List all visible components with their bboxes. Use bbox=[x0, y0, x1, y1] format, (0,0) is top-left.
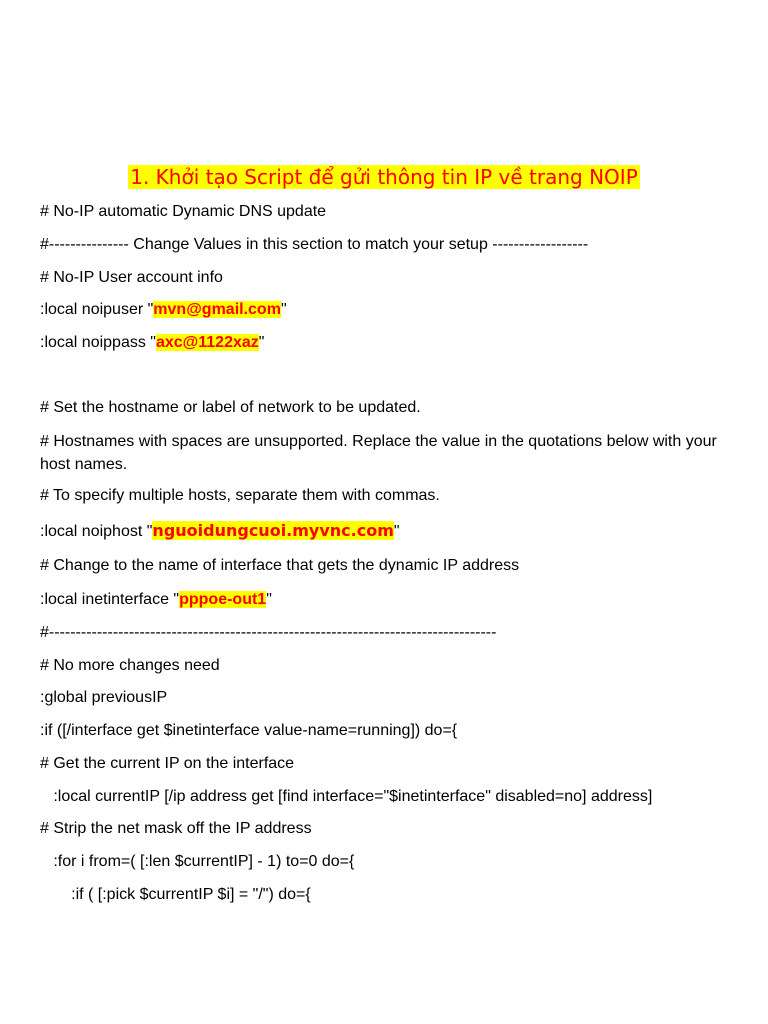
code-text: :local noipuser " bbox=[40, 301, 154, 318]
code-text: " bbox=[266, 591, 272, 608]
code-text: " bbox=[393, 523, 400, 540]
noippass-line bbox=[40, 332, 264, 354]
separator-line: #--------------- Change Values in this section to match your setup ------------------ bbox=[40, 236, 589, 253]
comment-line: # Hostnames with spaces are unsupported. Replace the value in the quotations below with your host names. bbox=[40, 433, 717, 473]
comment-line: # No-IP User account info bbox=[40, 269, 223, 286]
code-text: :local noiphost " bbox=[40, 523, 153, 540]
code-text: :local inetinterface " bbox=[40, 591, 180, 608]
code-text: " bbox=[280, 301, 287, 318]
comment-line: # Strip the net mask off the IP address bbox=[40, 820, 312, 837]
comment-line: # To specify multiple hosts, separate them with commas. bbox=[40, 487, 440, 504]
comment-line: # Set the hostname or label of network to be updated. bbox=[40, 399, 421, 416]
noipuser-line bbox=[40, 299, 287, 321]
code-line: :if ( [:pick $currentIP $i] = "/") do={ bbox=[40, 886, 311, 903]
comment-line: # No-IP automatic Dynamic DNS update bbox=[40, 203, 327, 220]
comment-line: # Change to the name of interface that gets the dynamic IP address bbox=[40, 557, 520, 574]
noippass-value: axc@1122xaz bbox=[155, 334, 259, 351]
inetinterface-value: pppoe-out1 bbox=[179, 591, 267, 608]
separator-line: #------------------------------------------------------------------------------------ bbox=[40, 624, 497, 641]
section-heading bbox=[0, 164, 768, 190]
code-line: :global previousIP bbox=[40, 689, 168, 706]
noipuser-value: mvn@gmail.com bbox=[153, 301, 281, 318]
code-line: :local currentIP [/ip address get [find interface="$inetinterface" disabled=no] address] bbox=[40, 788, 653, 805]
inetinterface-line bbox=[40, 589, 272, 611]
comment-line: # Get the current IP on the interface bbox=[40, 755, 295, 772]
code-text: :local noippass " bbox=[40, 334, 156, 351]
comment-line: # No more changes need bbox=[40, 657, 220, 674]
noiphost-line bbox=[40, 520, 400, 543]
noiphost-value: nguoidungcuoi.myvnc.com bbox=[152, 521, 394, 540]
code-line: :for i from=( [:len $currentIP] - 1) to=0 do={ bbox=[40, 853, 355, 870]
code-text: " bbox=[258, 334, 265, 351]
code-line: :if ([/interface get $inetinterface value-name=running]) do={ bbox=[40, 722, 458, 739]
heading-text: 1. Khởi tạo Script để gửi thông tin IP về trang NOIP bbox=[130, 165, 638, 189]
